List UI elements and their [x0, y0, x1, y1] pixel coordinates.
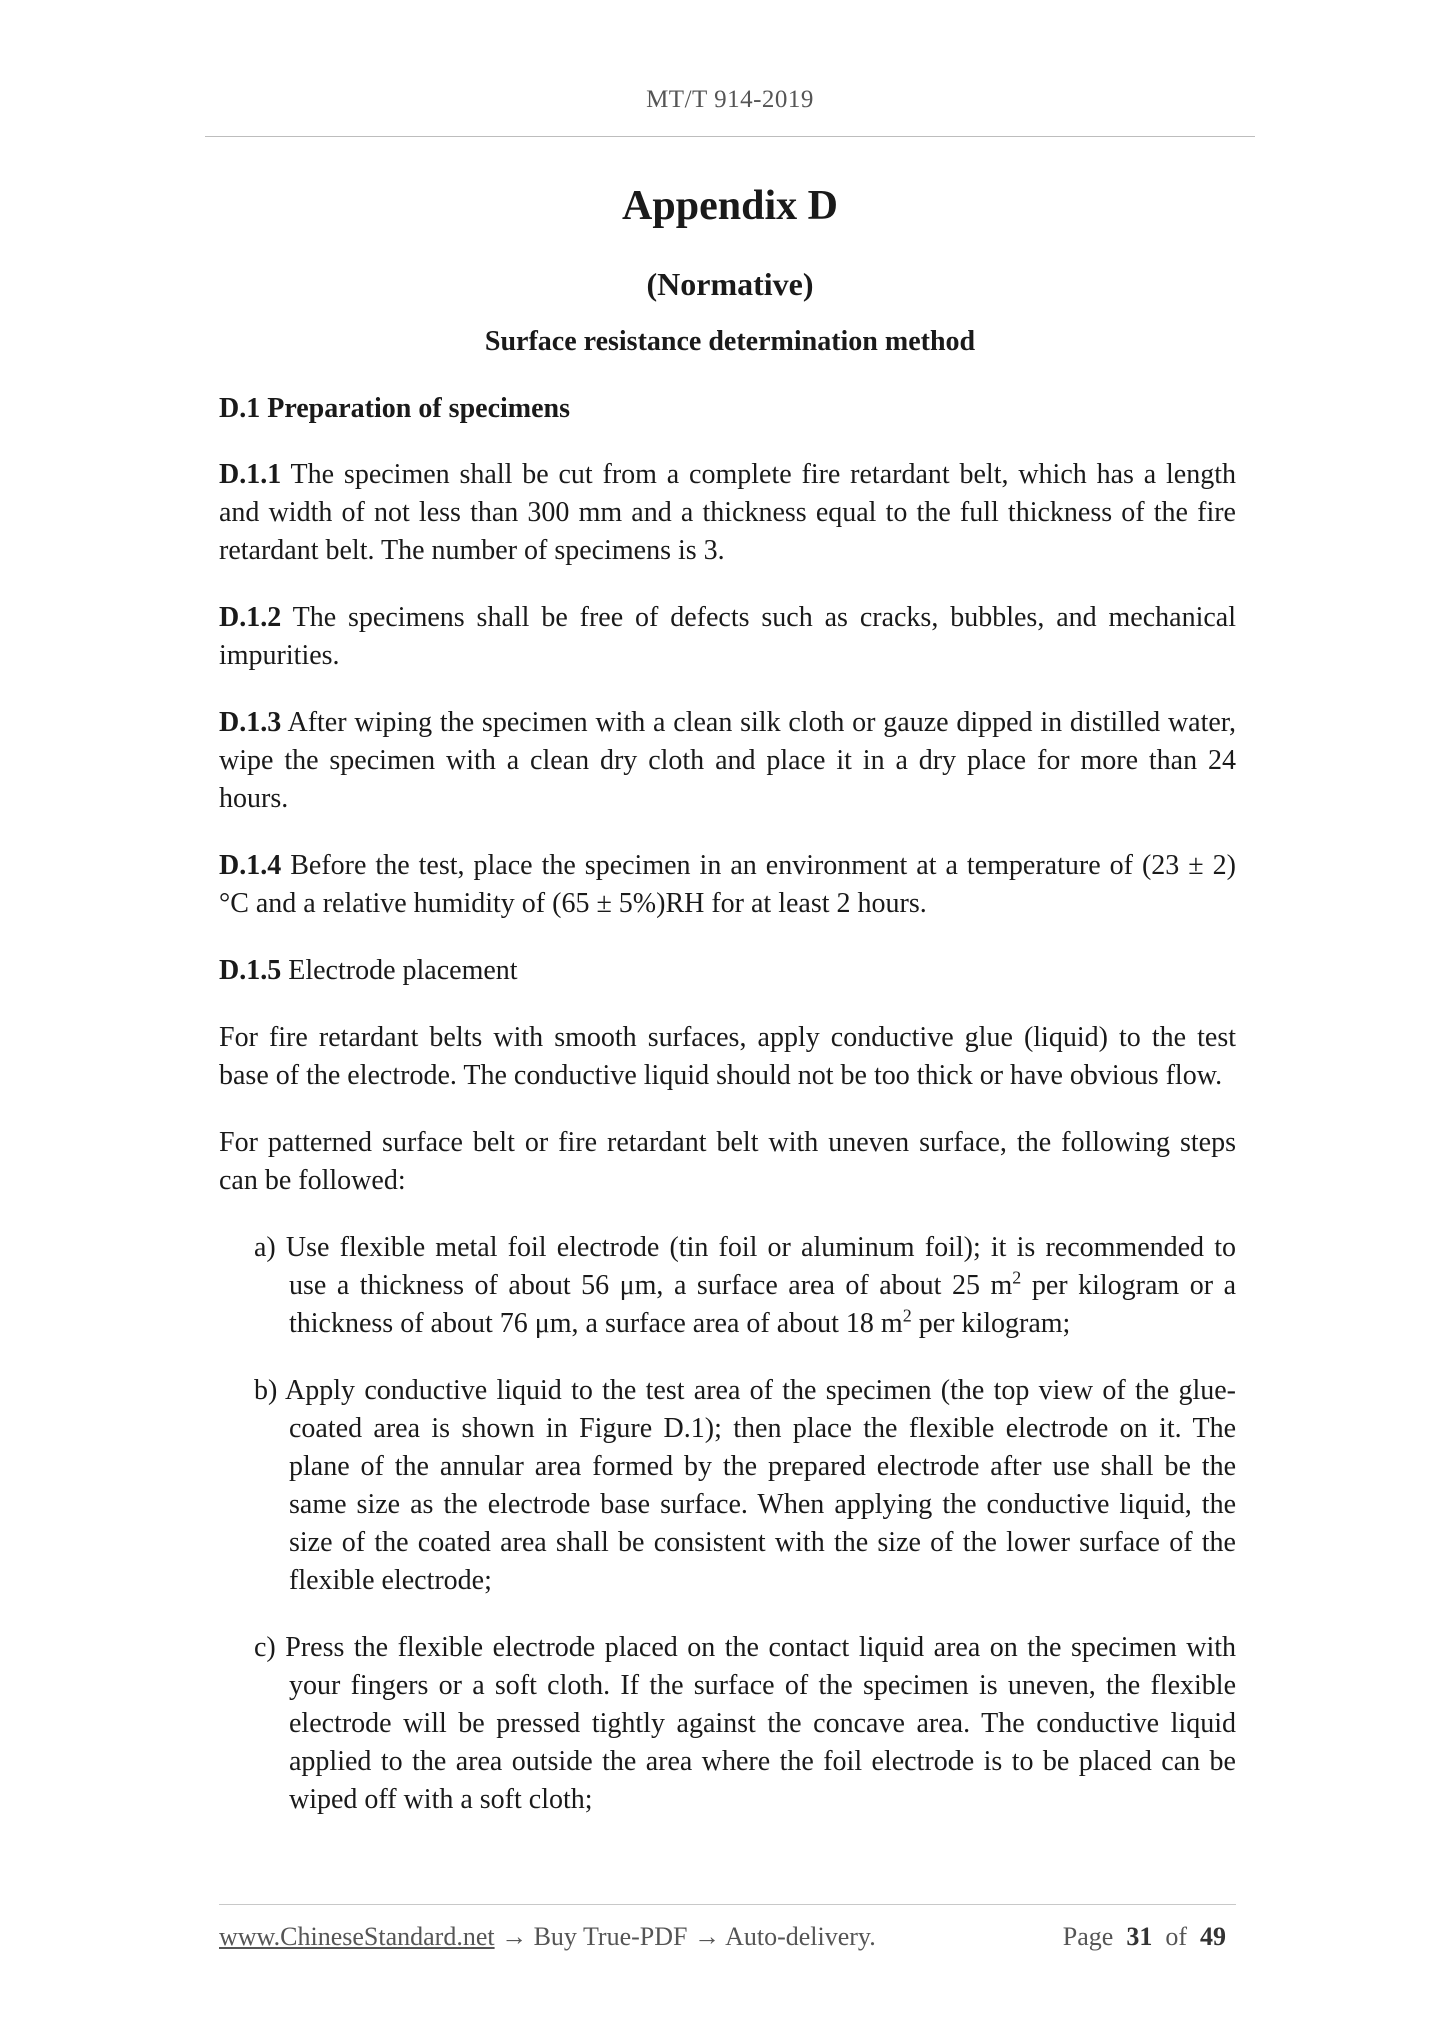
paragraph-smooth-surface: For fire retardant belts with smooth surfaces, apply conductive glue (liquid) to the test base of the electrode. The conductive liquid should not be too thick or have obvious flow. [219, 1022, 1236, 1091]
superscript: 2 [902, 1305, 912, 1326]
clause-text: The specimen shall be cut from a complete fire retardant belt, which has a length and width of not less than 300 mm and a thickness equal to the full thickness of the fire retardant belt. The number of specimens is 3. [219, 459, 1236, 566]
appendix-title: Appendix D [622, 183, 838, 229]
clause-number: D.1.4 [219, 850, 282, 881]
appendix-type: (Normative) [646, 266, 814, 302]
list-item-b: b) Apply conductive liquid to the test area of the specimen (the top view of the glue-coated area is shown in Figure D.1); then place the flexible electrode on it. The plane of the annular area formed by the prepared electrode after use shall be the same size as the electrode base surface. When applying the conductive liquid, the size of the coated area shall be consistent with the size of the lower surface of the flexible electrode; [254, 1375, 1236, 1596]
list-item-text: per kilogram; [911, 1308, 1071, 1339]
list-item-a [254, 1229, 1236, 1343]
footer-divider [219, 1904, 1236, 1905]
superscript: 2 [1012, 1267, 1022, 1288]
clause-number: D.1.3 [219, 707, 282, 738]
clause-text: After wiping the specimen with a clean silk cloth or gauze dipped in distilled water, wipe the specimen with a clean dry cloth and place it in a dry place for more than 24 hours. [219, 707, 1236, 814]
section-heading: D.1 Preparation of specimens [219, 393, 570, 424]
buy-pdf-text: Buy True-PDF [533, 1922, 688, 1951]
header-divider [205, 136, 1255, 137]
appendix-name: Surface resistance determination method [484, 326, 976, 357]
clause-d-1-1 [219, 456, 1236, 570]
page-current: 31 [1126, 1922, 1153, 1951]
page-total: 49 [1200, 1922, 1226, 1951]
paragraph-patterned-surface: For patterned surface belt or fire retardant belt with uneven surface, the following steps can be followed: [219, 1127, 1236, 1196]
auto-delivery-text: Auto-delivery. [725, 1922, 876, 1951]
website-link[interactable]: www.ChineseStandard.net [219, 1922, 495, 1951]
clause-d-1-3 [219, 704, 1236, 818]
footer-promo [219, 1922, 876, 1952]
list-item-text: per kilogram or a thickness of about 76 μm, a surface area of about 18 m [289, 1270, 1236, 1339]
clause-number: D.1.5 [219, 955, 282, 986]
clause-text: The specimens shall be free of defects such as cracks, bubbles, and mechanical impurities. [219, 602, 1236, 671]
arrow-right-icon: → [494, 1922, 534, 1951]
document-body [219, 390, 1236, 1848]
list-item-text: a) Use flexible metal foil electrode (tin foil or aluminum foil); it is recommended to use a thickness of about 56 μm, a surface area of about 25 m [254, 1232, 1236, 1301]
page-of-label: of [1165, 1922, 1187, 1951]
page-label: Page [1062, 1922, 1114, 1951]
clause-number: D.1.2 [219, 602, 282, 633]
page-indicator [1063, 1922, 1226, 1952]
clause-d-1-4 [219, 847, 1236, 923]
arrow-right-icon: → [687, 1922, 726, 1951]
clause-d-1-5 [219, 952, 1236, 990]
clause-number: D.1.1 [219, 459, 282, 490]
clause-text: Before the test, place the specimen in an environment at a temperature of (23 ± 2) °C and a relative humidity of (65 ± 5%)RH for at least 2 hours. [219, 850, 1236, 919]
clause-d-1-2 [219, 599, 1236, 675]
list-item-c: c) Press the flexible electrode placed on the contact liquid area on the specimen with your fingers or a soft cloth. If the surface of the specimen is uneven, the flexible electrode will be pressed tightly against the concave area. The conductive liquid applied to the area outside the area where the foil electrode is to be placed can be wiped off with a soft cloth; [254, 1632, 1236, 1815]
document-number-header: MT/T 914-2019 [646, 86, 814, 113]
clause-text: Electrode placement [281, 955, 518, 986]
